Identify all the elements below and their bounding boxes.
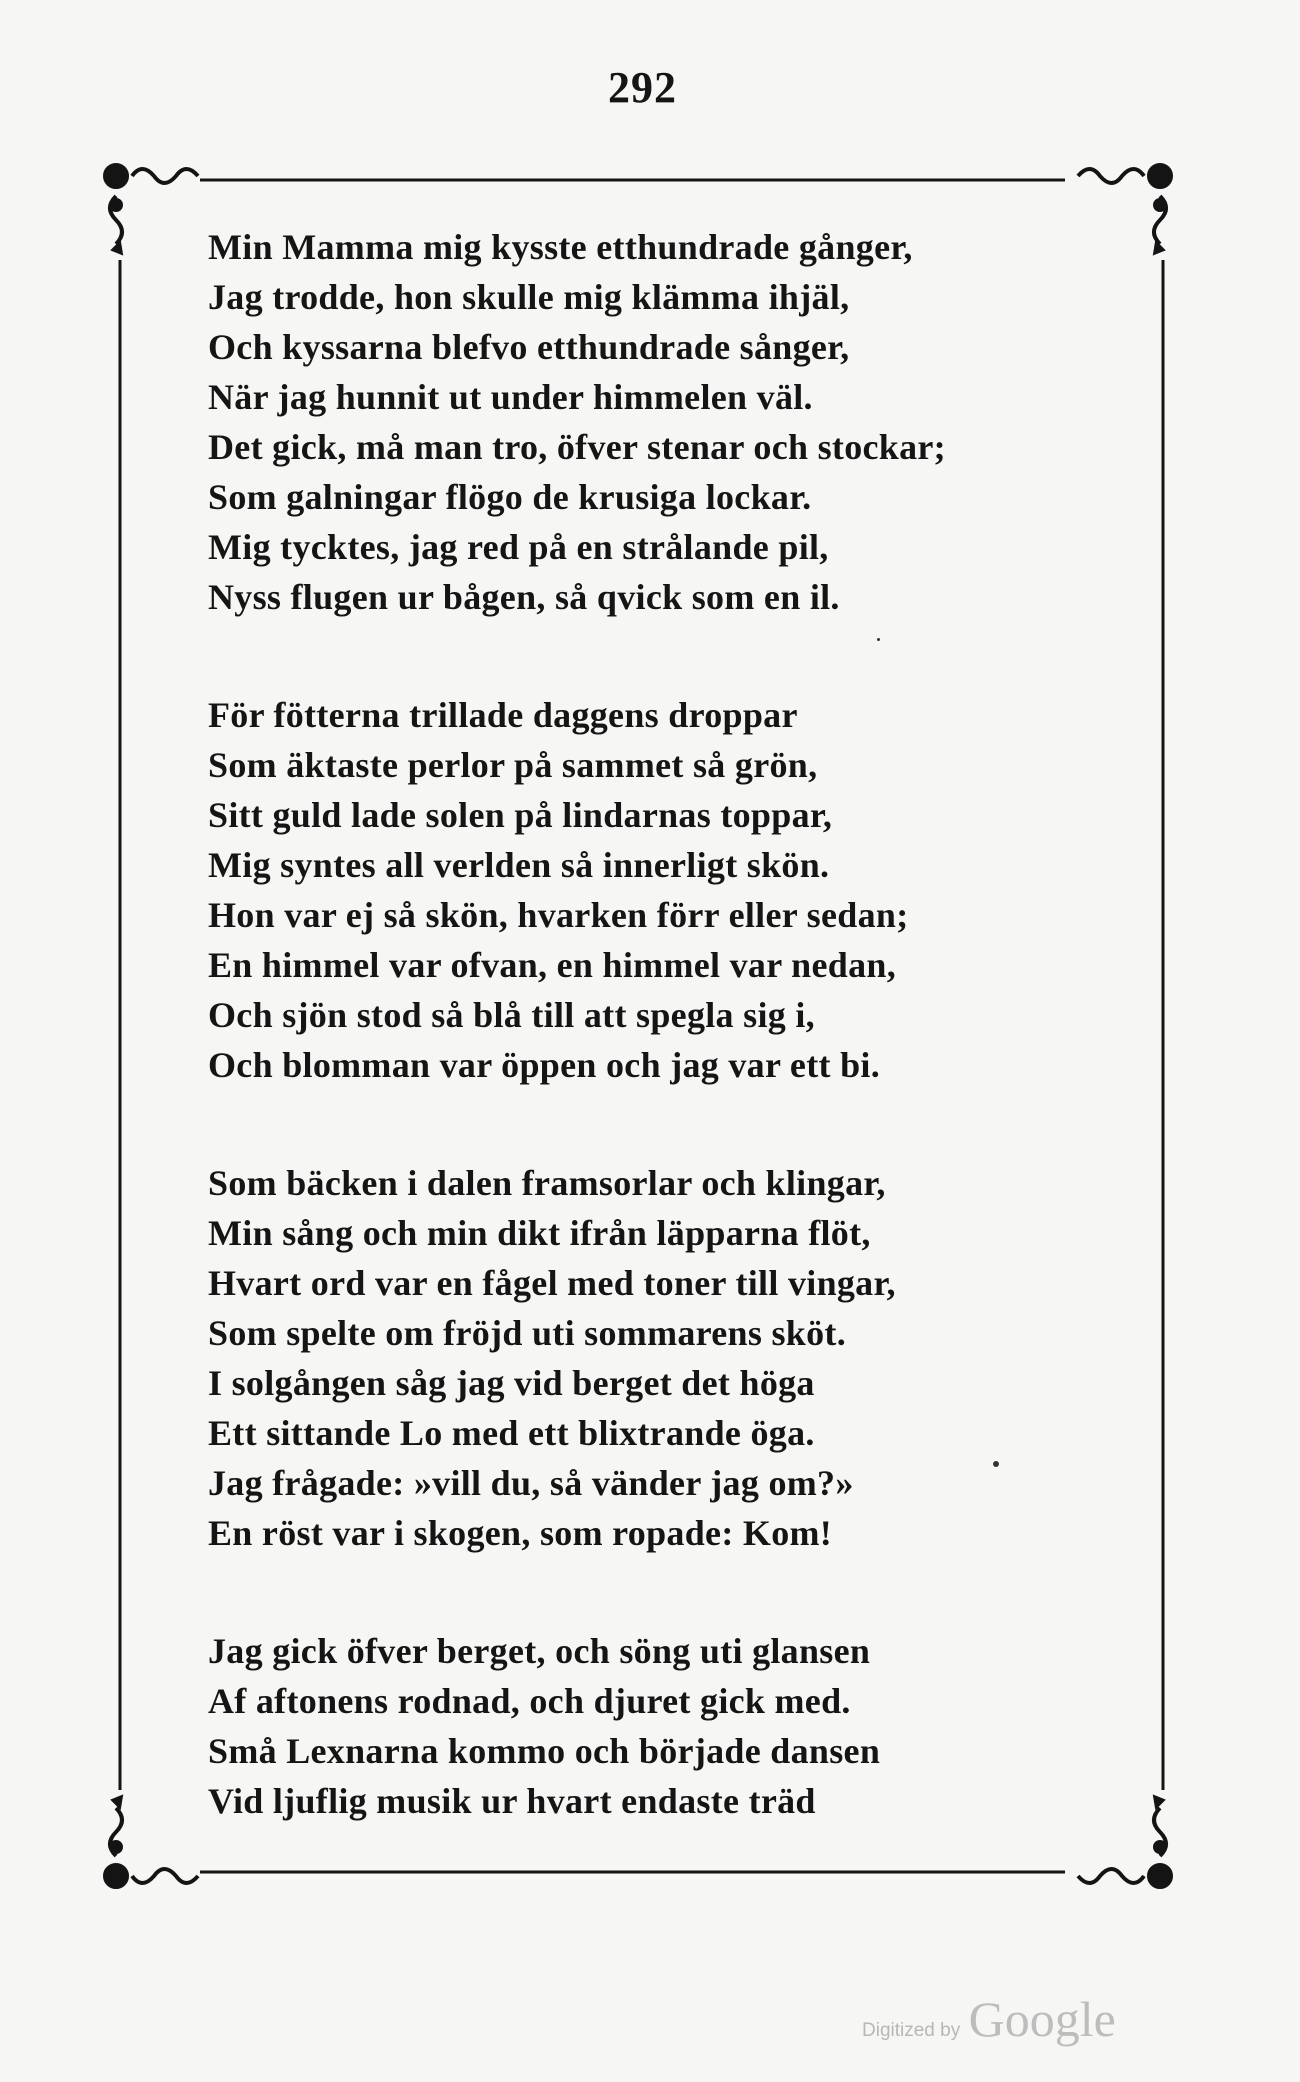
stanza-1 [208,222,1108,622]
poem-line: Små Lexnarna kommo och började dansen [208,1731,881,1771]
corner-ornament-top-left [104,164,198,254]
poem-line: Som galningar flögo de krusiga lockar. [208,477,812,517]
poem-line: Mig tycktes, jag red på en strålande pil, [208,527,829,567]
watermark-prefix: Digitized by [862,2020,961,2041]
page-number: 292 [608,63,677,112]
stanza-3 [208,1158,1108,1558]
corner-ornament-bottom-left [104,1796,198,1888]
poem-line: Det gick, må man tro, öfver stenar och stockar; [208,427,946,467]
poem-line: Jag gick öfver berget, och söng uti glansen [208,1631,871,1671]
poem-line: Ett sittande Lo med ett blixtrande öga. [208,1413,815,1453]
poem-line: Af aftonens rodnad, och djuret gick med. [208,1681,851,1721]
poem-line: Min Mamma mig kysste etthundrade gånger, [208,227,913,267]
poem-line: Som spelte om fröjd uti sommarens sköt. [208,1313,847,1353]
poem-line: Hvart ord var en fågel med toner till vingar, [208,1263,896,1303]
poem-line: Och sjön stod så blå till att spegla sig i, [208,995,815,1035]
poem [208,222,1108,1826]
poem-line: Min sång och min dikt ifrån läpparna flöt, [208,1213,871,1253]
ink-speck [993,1461,999,1467]
poem-line: En himmel var ofvan, en himmel var nedan, [208,945,897,985]
poem-line: Jag trodde, hon skulle mig klämma ihjäl, [208,277,850,317]
poem-line: Jag frågade: »vill du, så vänder jag om?» [208,1463,854,1503]
poem-line: En röst var i skogen, som ropade: Kom! [208,1513,833,1553]
poem-line: Och blomman var öppen och jag var ett bi. [208,1045,880,1085]
stanza-4 [208,1626,1108,1826]
digitized-watermark [862,1990,1116,2048]
poem-line: I solgången såg jag vid berget det höga [208,1363,815,1403]
google-logo: Google [968,1991,1116,2047]
poem-line: Som äktaste perlor på sammet så grön, [208,745,818,785]
stanza-2 [208,690,1108,1090]
poem-line: Sitt guld lade solen på lindarnas toppar, [208,795,833,835]
ink-speck [877,638,880,641]
poem-line: Och kyssarna blefvo etthundrade sånger, [208,327,850,367]
poem-line: För fötterna trillade daggens droppar [208,695,798,735]
poem-line: Mig syntes all verlden så innerligt skön. [208,845,830,885]
poem-line: Nyss flugen ur bågen, så qvick som en il. [208,577,840,617]
poem-line: Som bäcken i dalen framsorlar och klingar, [208,1163,886,1203]
poem-line: Hon var ej så skön, hvarken förr eller sedan; [208,895,909,935]
poem-line: När jag hunnit ut under himmelen väl. [208,377,813,417]
poem-line: Vid ljuflig musik ur hvart endaste träd [208,1781,816,1821]
